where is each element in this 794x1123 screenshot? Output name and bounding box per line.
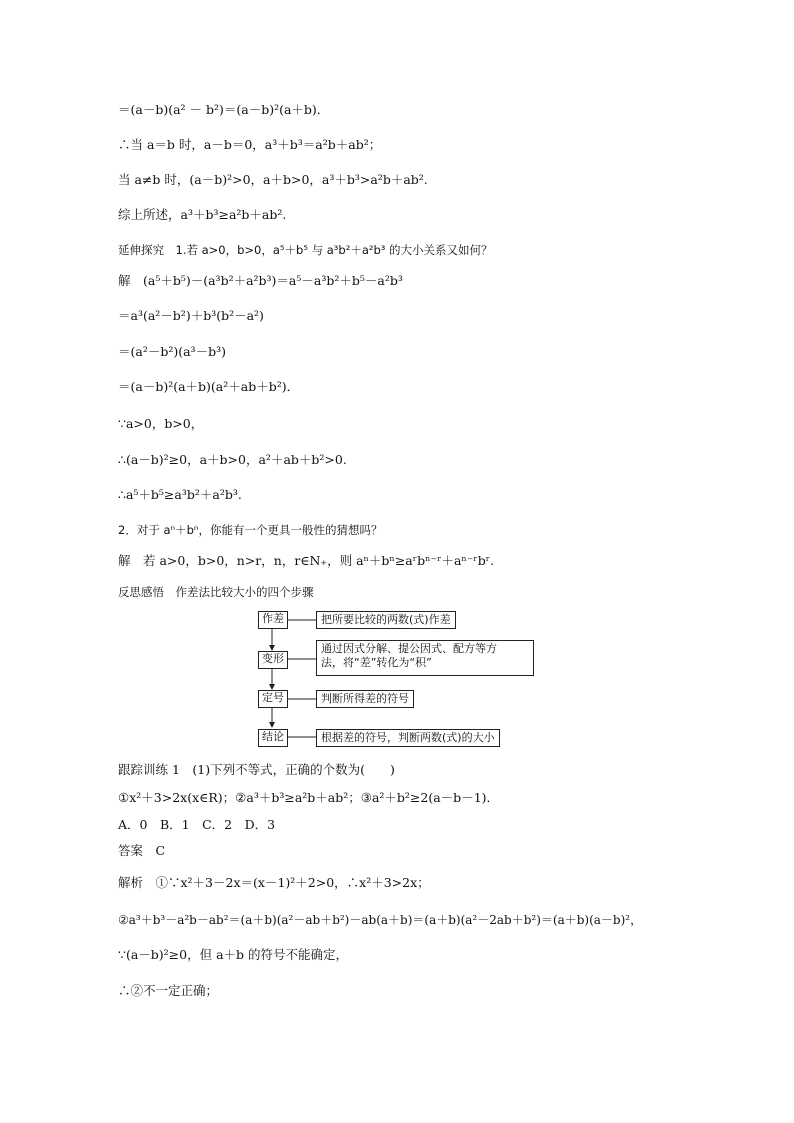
flow-desc-conclude: 根据差的符号，判断两数(式)的大小 bbox=[316, 729, 500, 747]
flow-desc-subtract: 把所要比较的两数(式)作差 bbox=[316, 611, 456, 629]
text-line: ∵a>0，b>0， bbox=[118, 416, 204, 431]
text-line: ∴a⁵＋b⁵≥a³b²＋a²b³. bbox=[118, 487, 242, 502]
flow-step-subtract: 作差 bbox=[258, 611, 288, 629]
text-line: ＝(a－b)²(a＋b)(a²＋ab＋b²)． bbox=[118, 379, 300, 394]
text-line: ＝a³(a²－b²)＋b³(b²－a²) bbox=[118, 308, 264, 323]
flow-desc-transform bbox=[316, 640, 534, 676]
flow-desc-transform-line2: 法，将“差”转化为“积” bbox=[321, 656, 432, 669]
answer-choices: A．0 B．1 C．2 D．3 bbox=[118, 817, 276, 832]
flow-step-transform: 变形 bbox=[258, 651, 288, 669]
reflection-heading: 反思感悟 作差法比较大小的四个步骤 bbox=[118, 585, 314, 599]
flow-step-conclude: 结论 bbox=[258, 729, 288, 747]
text-line: ∴当 a＝b 时，a－b＝0，a³＋b³＝a²b＋ab²； bbox=[118, 137, 382, 152]
options-statements: ①x²＋3>2x(x∈R)；②a³＋b³≥a²b＋ab²；③a²＋b²≥2(a－b－1)． bbox=[118, 790, 500, 805]
flow-desc-sign: 判断所得差的符号 bbox=[316, 690, 414, 708]
text-line: ＝(a²－b²)(a³－b³) bbox=[118, 344, 226, 359]
extension-heading: 延伸探究 1.若 a>0，b>0，a⁵＋b⁵ 与 a³b²＋a²b³ 的大小关系又如何？ bbox=[118, 243, 493, 257]
text-line: ∴(a－b)²≥0，a＋b>0，a²＋ab＋b²>0. bbox=[118, 452, 347, 467]
analysis-line: 解析 ①∵x²＋3－2x＝(x－1)²＋2>0，∴x²＋3>2x； bbox=[118, 875, 430, 890]
text-line: 解 若 a>0，b>0，n>r，n，r∈N₊，则 aⁿ＋bⁿ≥aʳbⁿ⁻ʳ＋aⁿ⁻ʳbʳ. bbox=[118, 553, 495, 568]
text-line: ＝(a－b)(a² － b²)＝(a－b)²(a＋b)． bbox=[118, 102, 330, 117]
practice-heading: 跟踪训练 1 (1)下列不等式，正确的个数为( ) bbox=[118, 762, 395, 777]
analysis-line: ∵(a－b)²≥0，但 a＋b 的符号不能确定， bbox=[118, 947, 348, 962]
question-2: 2．对于 aⁿ＋bⁿ，你能有一个更具一般性的猜想吗？ bbox=[118, 523, 383, 537]
answer-line: 答案 C bbox=[118, 843, 166, 858]
text-line: 当 a≠b 时，(a－b)²>0，a＋b>0，a³＋b³>a²b＋ab². bbox=[118, 172, 428, 187]
flow-step-sign: 定号 bbox=[258, 690, 288, 708]
flow-desc-transform-line1: 通过因式分解、提公因式、配方等方 bbox=[321, 642, 497, 655]
text-line: 解 (a⁵＋b⁵)－(a³b²＋a²b³)＝a⁵－a³b²＋b⁵－a²b³ bbox=[118, 273, 403, 288]
analysis-line: ∴②不一定正确； bbox=[118, 983, 219, 998]
analysis-line: ②a³＋b³－a²b－ab²＝(a＋b)(a²－ab＋b²)－ab(a＋b)＝(a＋b)(a²－2ab＋b²)＝(a＋b)(a－b)²， bbox=[118, 913, 643, 927]
text-line: 综上所述，a³＋b³≥a²b＋ab². bbox=[118, 207, 287, 222]
